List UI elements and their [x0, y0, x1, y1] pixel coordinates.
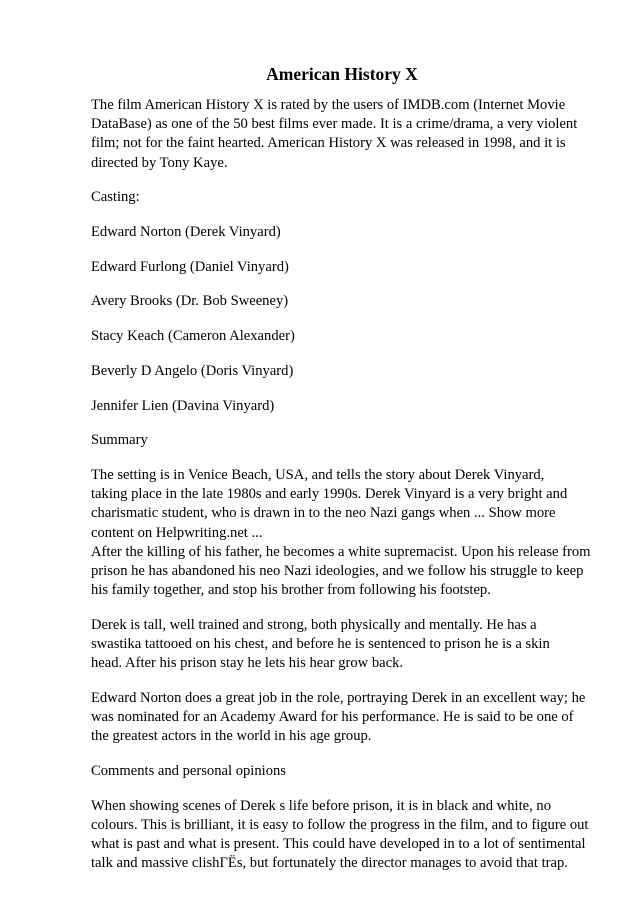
summary-heading: Summary: [91, 432, 148, 449]
cast-item: Stacy Keach (Cameron Alexander): [91, 328, 295, 345]
cast-item: Avery Brooks (Dr. Bob Sweeney): [91, 293, 289, 310]
cast-item: Beverly D Angelo (Doris Vinyard): [91, 362, 294, 379]
casting-heading: Casting:: [91, 189, 140, 206]
summary-paragraph: The setting is in Venice Beach, USA, and tells the story about Derek Vinyard, taking place in the late 1980s and early 1990s. Derek Vinyard is a very bright and charismatic student, who is drawn in to the neo Nazi gangs when ... Show more content on Helpwriting.net ...: [91, 466, 568, 541]
document-title: American History X: [266, 64, 418, 84]
summary-paragraph: Edward Norton does a great job in the role, portraying Derek in an excellent way; he was nominated for an Academy Award for his performance. He is said to be one of the greatest actors in the world in his age group.: [91, 689, 586, 745]
summary-paragraph: After the killing of his father, he becomes a white supremacist. Upon his release from prison he has abandoned his neo Nazi ideologies, and we follow his struggle to keep his family together, and stop his brother from following his footstep.: [91, 543, 591, 599]
cast-item: Edward Furlong (Daniel Vinyard): [91, 258, 289, 275]
cast-item: Edward Norton (Derek Vinyard): [91, 224, 281, 241]
summary-paragraph: Derek is tall, well trained and strong, both physically and mentally. He has a swastika tattooed on his chest, and before he is sentenced to prison he is a skin head. After his prison stay he lets his hear grow back.: [91, 616, 550, 672]
document-body: [91, 96, 601, 889]
intro-paragraph: The film American History X is rated by the users of IMDB.com (Internet Movie DataBase) as one of the 50 best films ever made. It is a crime/drama, a very violent film; not for the faint hearted. American History X was released in 1998, and it is directed by Tony Kaye.: [91, 97, 578, 171]
opinions-paragraph: When showing scenes of Derek s life before prison, it is in black and white, no colours. This is brilliant, it is easy to follow the progress in the film, and to figure out what is past and what is present. This could have developed in to a lot of sentimental talk and massive clishΓËs, but fortunately the director manages to avoid that trap.: [91, 797, 589, 872]
opinions-heading: Comments and personal opinions: [91, 763, 286, 780]
cast-item: Jennifer Lien (Davina Vinyard): [91, 397, 275, 414]
